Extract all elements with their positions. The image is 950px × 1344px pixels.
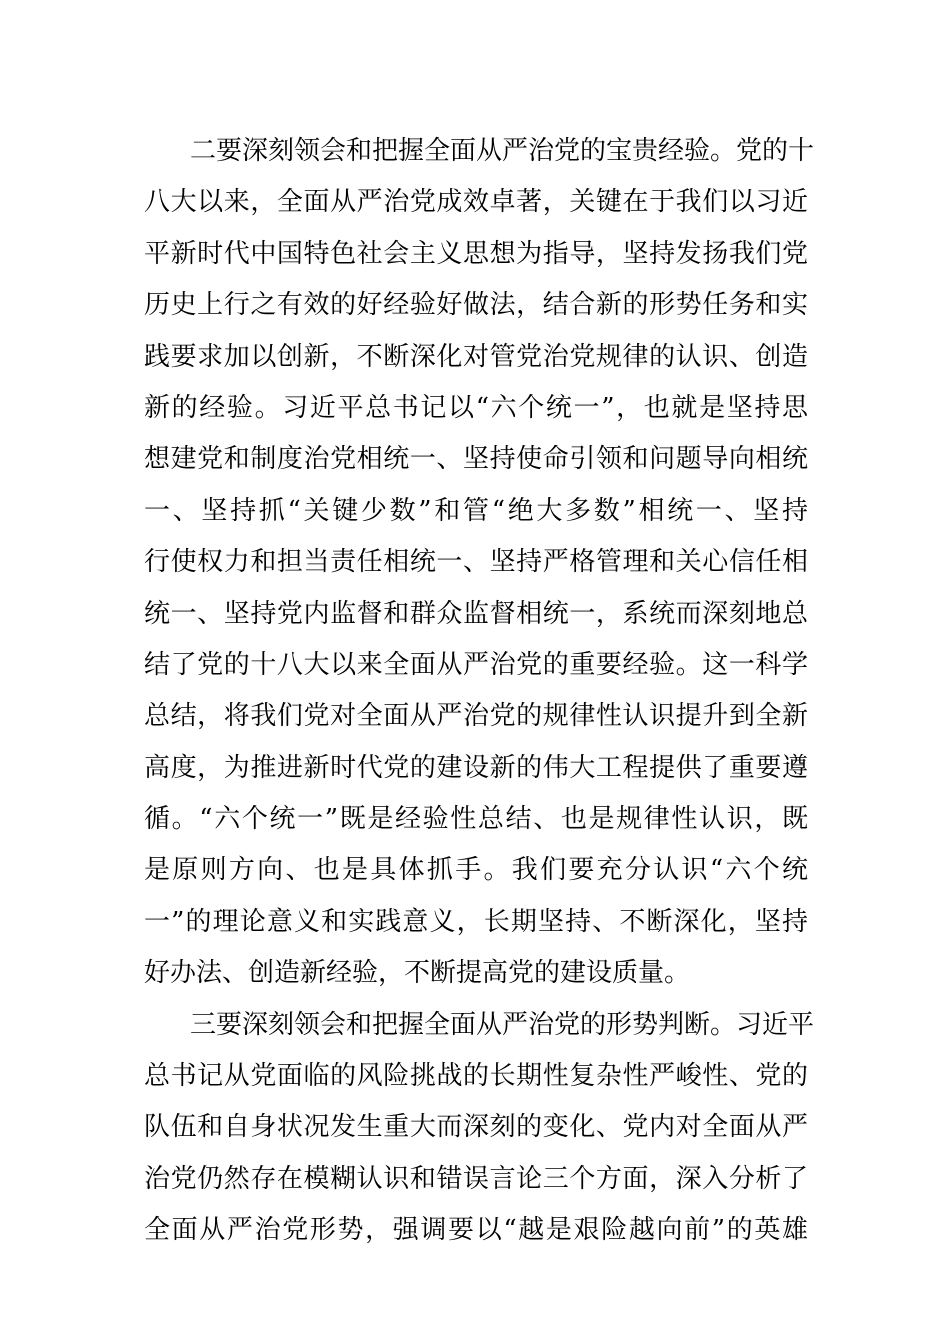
text-line: 结了党的十八大以来全面从严治党的重要经验。这一科学 [144,649,808,680]
text-line: 二要深刻领会和把握全面从严治党的宝贵经验。党的十 [190,136,815,166]
text-line: 总书记从党面临的风险挑战的长期性复杂性严峻性、党的 [144,1061,808,1092]
paragraph [144,126,815,1000]
text-line: 八大以来，全面从严治党成效卓著，关键在于我们以习近 [144,187,808,218]
text-line: 三要深刻领会和把握全面从严治党的形势判断。习近平 [190,1009,815,1040]
text-line: 历史上行之有效的好经验好做法，结合新的形势任务和实 [144,290,808,321]
text-line: 循。“六个统一”既是经验性总结、也是规律性认识，既 [144,804,808,835]
paragraph [144,1000,815,1257]
text-line: 总结，将我们党对全面从严治党的规律性认识提升到全新 [144,701,808,732]
text-line: 一、坚持抓“关键少数”和管“绝大多数”相统一、坚持 [144,495,808,526]
text-line: 行使权力和担当责任相统一、坚持严格管理和关心信任相 [144,547,808,578]
document-body [144,126,815,1257]
text-line: 高度，为推进新时代党的建设新的伟大工程提供了重要遵 [144,752,808,783]
text-line: 新的经验。习近平总书记以“六个统一”，也就是坚持思 [144,392,808,423]
text-line: 统一、坚持党内监督和群众监督相统一，系统而深刻地总 [144,598,808,629]
text-line: 一”的理论意义和实践意义，长期坚持、不断深化，坚持 [144,906,808,937]
text-line: 是原则方向、也是具体抓手。我们要充分认识“六个统 [144,855,808,886]
text-line: 治党仍然存在模糊认识和错误言论三个方面，深入分析了 [144,1163,808,1194]
text-line: 平新时代中国特色社会主义思想为指导，坚持发扬我们党 [144,238,808,269]
text-line: 好办法、创造新经验，不断提高党的建设质量。 [144,958,691,989]
text-line: 想建党和制度治党相统一、坚持使命引领和问题导向相统 [144,444,808,475]
text-line: 全面从严治党形势，强调要以“越是艰险越向前”的英雄 [144,1215,808,1246]
text-line: 队伍和自身状况发生重大而深刻的变化、党内对全面从严 [144,1112,808,1143]
text-line: 践要求加以创新，不断深化对管党治党规律的认识、创造 [144,341,808,372]
